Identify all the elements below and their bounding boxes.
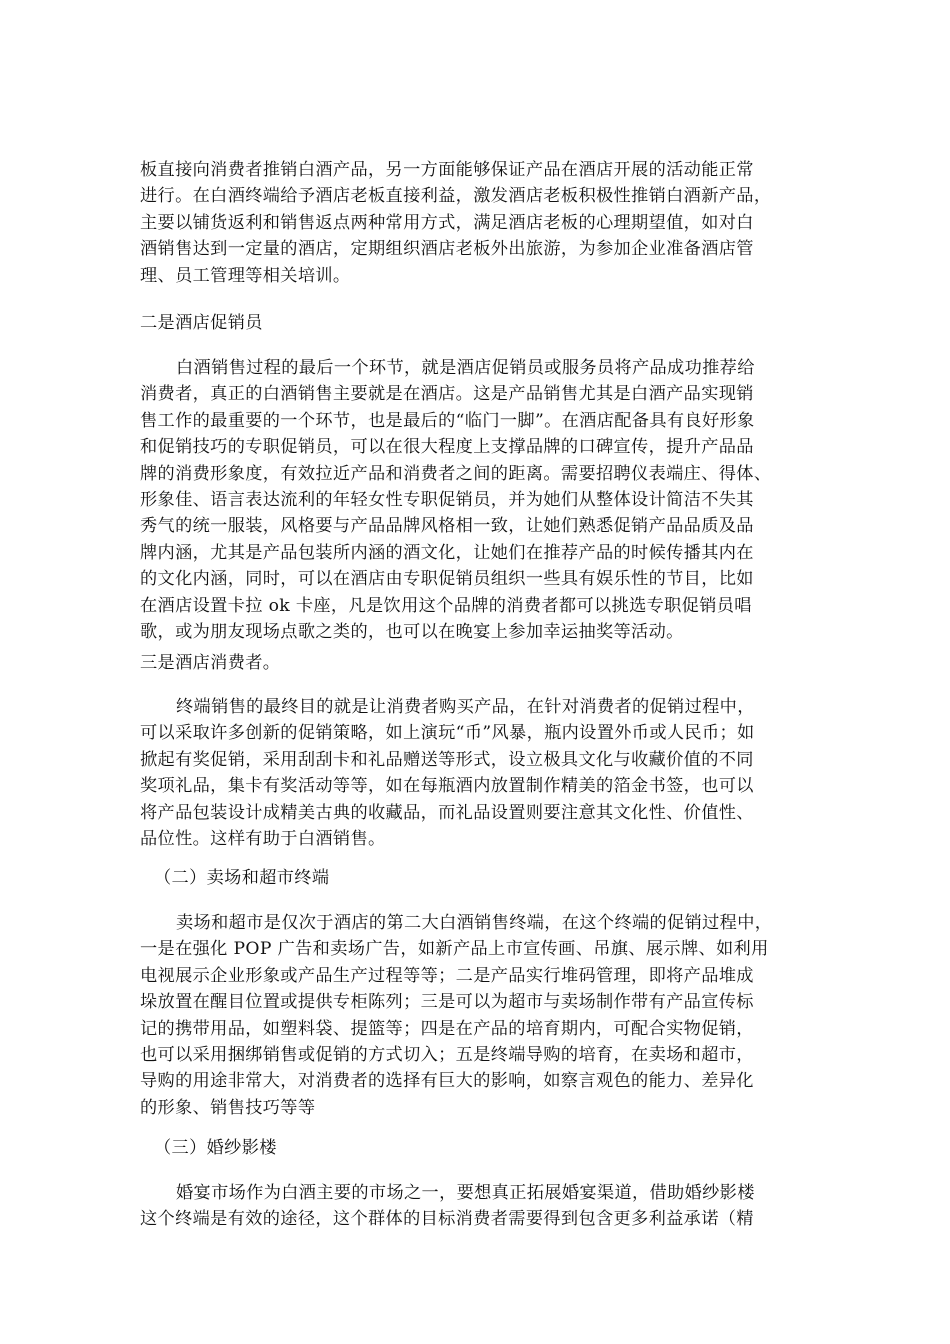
paragraph-supermarket [140,910,830,1121]
text-line: 终端销售的最终目的就是让消费者购买产品，在针对消费者的促销过程中， [176,697,755,717]
text-line: 电视展示企业形象或产品生产过程等等；二是产品实行堆码管理，即将产品堆成 [140,965,754,986]
text-line: 牌内涵，尤其是产品包装所内涵的酒文化，让她们在推荐产品的时候传播其内在 [140,542,754,563]
paragraph-wedding [140,1180,830,1233]
text-line: 白酒销售过程的最后一个环节，就是酒店促销员或服务员将产品成功推荐给 [176,358,755,378]
text-line: 歌，或为朋友现场点歌之类的，也可以在晚宴上参加幸运抽奖等活动。 [140,621,684,642]
text-line: 和促销技巧的专职促销员，可以在很大程度上支撑品牌的口碑宣传，提升产品品 [140,437,754,458]
text-line: 理、员工管理等相关培训。 [140,265,351,286]
section-heading-hotel-promoter [140,310,830,336]
text-line: 酒销售达到一定量的酒店，定期组织酒店老板外出旅游，为参加企业准备酒店管 [140,239,754,260]
text-line: 记的携带用品，如塑料袋、提篮等；四是在产品的培育期内，可配合实物促销， [140,1018,754,1039]
text-line: 也可以采用捆绑销售或促销的方式切入；五是终端导购的培育，在卖场和超市， [140,1044,754,1065]
text-line: 消费者，真正的白酒销售主要就是在酒店。这是产品销售尤其是白酒产品实现销 [140,384,754,405]
text-line: 的文化内涵，同时，可以在酒店由专职促销员组织一些具有娱乐性的节目，比如 [140,569,754,590]
text-line: 卖场和超市是仅次于酒店的第二大白酒销售终端，在这个终端的促销过程中， [176,913,773,933]
text-line: 品位性。这样有助于白酒销售。 [140,828,386,849]
text-line: 奖项礼品，集卡有奖活动等等，如在每瓶酒内放置制作精美的箔金书签，也可以 [140,776,754,797]
text-line: 可以采取许多创新的促销策略，如上演玩“币”风暴，瓶内设置外币或人民币；如 [140,723,755,744]
heading-text: 三是酒店消费者。 [140,653,281,673]
text-line: 形象佳、语言表达流利的年轻女性专职促销员，并为她们从整体设计简洁不失其 [140,489,754,510]
text-line: 主要以铺货返利和销售返点两种常用方式，满足酒店老板的心理期望值，如对白 [140,212,754,233]
text-line: 板直接向消费者推销白酒产品，另一方面能够保证产品在酒店开展的活动能正常 [140,160,754,180]
text-line: 将产品包装设计成精美古典的收藏品，而礼品设置则要注意其文化性、价值性、 [140,802,754,823]
paragraph-continuation [140,157,830,289]
text-line: 这个终端是有效的途径，这个群体的目标消费者需要得到包含更多利益承诺（精 [140,1209,754,1230]
section-heading-wedding [140,1135,830,1161]
heading-text: （二）卖场和超市终端 [154,868,330,888]
text-line: 一是在强化 POP 广告和卖场广告，如新产品上市宣传画、吊旗、展示牌、如利用 [140,939,769,960]
text-line: 在酒店设置卡拉 ok 卡座，凡是饮用这个品牌的消费者都可以挑选专职促销员唱 [140,595,752,616]
text-line: 售工作的最重要的一个环节，也是最后的“临门一脚”。在酒店配备具有良好形象 [140,410,755,431]
text-line: 的形象、销售技巧等等 [140,1097,316,1118]
text-line: 导购的用途非常大，对消费者的选择有巨大的影响，如察言观色的能力、差异化 [140,1071,754,1092]
heading-text: 二是酒店促销员 [140,313,263,333]
text-line: 进行。在白酒终端给予酒店老板直接利益，激发酒店老板积极性推销白酒新产品， [140,186,772,207]
text-line: 掀起有奖促销，采用刮刮卡和礼品赠送等形式，设立极具文化与收藏价值的不同 [140,749,754,770]
heading-text: （三）婚纱影楼 [154,1138,277,1158]
paragraph-hotel-promoter [140,355,830,645]
paragraph-hotel-consumer [140,694,830,852]
section-heading-hotel-consumer [140,650,830,676]
text-line: 牌的消费形象度，有效拉近产品和消费者之间的距离。需要招聘仪表端庄、得体、 [140,463,772,484]
text-line: 婚宴市场作为白酒主要的市场之一，要想真正拓展婚宴渠道，借助婚纱影楼 [176,1183,755,1203]
text-line: 秀气的统一服装，风格要与产品品牌风格相一致，让她们熟悉促销产品品质及品 [140,516,754,537]
text-line: 垛放置在醒目位置或提供专柜陈列；三是可以为超市与卖场制作带有产品宣传标 [140,992,754,1013]
section-heading-supermarket [140,865,830,891]
